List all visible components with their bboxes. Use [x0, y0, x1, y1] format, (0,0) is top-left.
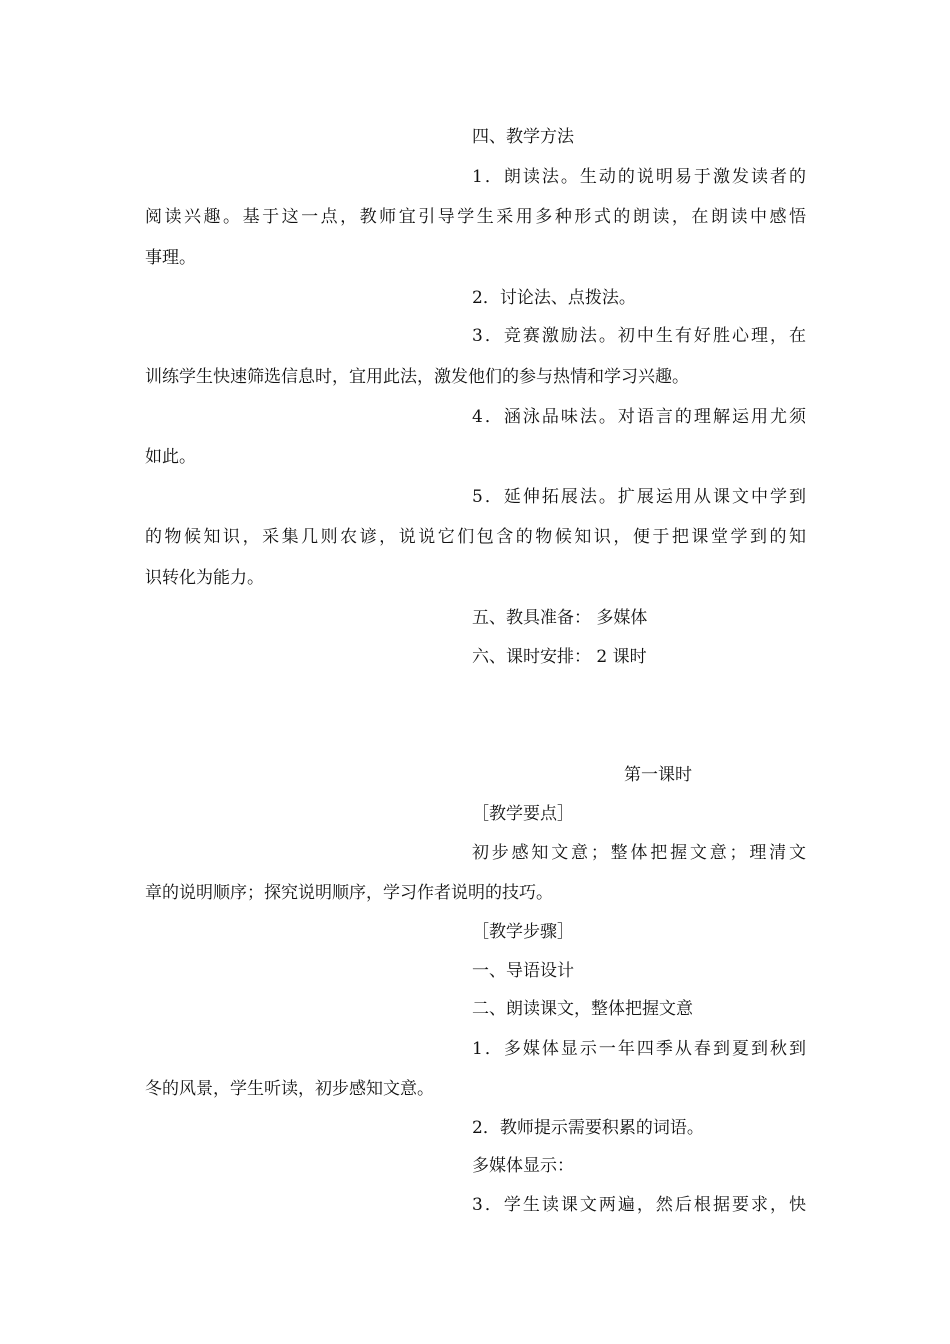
method-5-line-3: 识转化为能力。	[145, 568, 264, 588]
method-4-line-2: 如此。	[145, 447, 196, 467]
section-class-hours: 六、课时安排： 2 课时	[472, 647, 647, 667]
step-2-item-1-line-1: 1．多媒体显示一年四季从春到夏到秋到	[472, 1039, 806, 1059]
key-points-line-2: 章的说明顺序；探究说明顺序，学习作者说明的技巧。	[145, 883, 553, 903]
section-teaching-aids: 五、教具准备： 多媒体	[472, 608, 648, 628]
step-1-heading: 一、导语设计	[472, 961, 574, 981]
method-5-line-1: 5．延伸拓展法。扩展运用从课文中学到	[472, 487, 806, 507]
steps-label: ［教学步骤］	[472, 922, 574, 942]
method-5-line-2: 的物候知识，采集几则农谚，说说它们包含的物候知识，便于把课堂学到的知	[145, 527, 806, 547]
method-4-line-1: 4．涵泳品味法。对语言的理解运用尤须	[472, 407, 806, 427]
method-1-line-2: 阅读兴趣。基于这一点，教师宜引导学生采用多种形式的朗读，在朗读中感悟	[145, 207, 806, 227]
media-display-label: 多媒体显示：	[472, 1156, 574, 1176]
method-1-line-3: 事理。	[145, 248, 196, 268]
method-2: 2．讨论法、点拨法。	[472, 288, 636, 308]
key-points-label: ［教学要点］	[472, 804, 574, 824]
step-2-heading: 二、朗读课文，整体把握文意	[472, 999, 693, 1019]
key-points-line-1: 初步感知文意；整体把握文意；理清文	[472, 843, 806, 863]
lesson-title: 第一课时	[624, 765, 692, 785]
step-2-item-1-line-2: 冬的风景，学生听读，初步感知文意。	[145, 1079, 434, 1099]
method-3-line-1: 3．竞赛激励法。初中生有好胜心理，在	[472, 326, 806, 346]
step-2-item-2: 2．教师提示需要积累的词语。	[472, 1118, 704, 1138]
step-2-item-3-line-1: 3．学生读课文两遍，然后根据要求，快	[472, 1195, 806, 1215]
method-3-line-2: 训练学生快速筛选信息时，宜用此法，激发他们的参与热情和学习兴趣。	[145, 367, 689, 387]
section-heading-teaching-methods: 四、教学方法	[472, 127, 574, 147]
method-1-line-1: 1．朗读法。生动的说明易于激发读者的	[472, 167, 806, 187]
